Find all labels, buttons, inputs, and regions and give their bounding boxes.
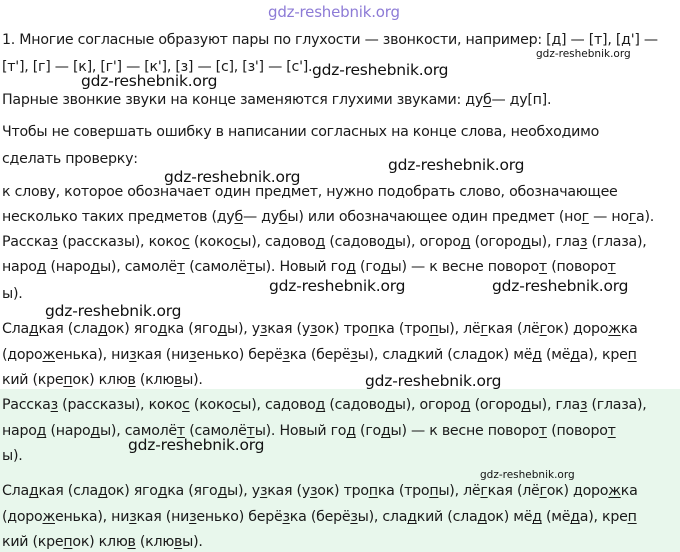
method-text: — но [588,209,629,225]
watermark-small: gdz-reshebnik.org [480,469,575,481]
pair-rule-text-end: — ду[п]. [491,92,552,108]
words-line-2: народ (народы), самолёт (самолёты). Новый год (годы) — к весне поворот (поворот [2,259,616,275]
method-text: — ду [242,209,279,225]
method-text: а). [636,209,654,225]
answer-line-5: (дороженька), низкая (низенько) берёзка (берёзы), сладкий (сладок) мёд (мёда), креп [2,509,637,525]
check-line-2: сделать проверку: [2,151,138,167]
method-line-2 [2,208,678,226]
watermark: gdz-reshebnik.org [164,168,301,186]
watermark-top: gdz-reshebnik.org [268,3,400,21]
watermark: gdz-reshebnik.org [45,302,182,320]
words-line-5: (дороженька), низкая (низенько) берёзка (берёзы), сладкий (сладок) мёд (мёда), креп [2,347,637,363]
words-line-3: ы). [2,286,23,302]
watermark: gdz-reshebnik.org [128,436,265,454]
underlined-letter: б [234,209,243,225]
watermark: gdz-reshebnik.org [312,61,449,79]
answer-line-1: Рассказ (рассказы), кокос (кокосы), садовод (садоводы), огород (огороды), глаз (глаза), [2,397,647,413]
underlined-letter: б [278,209,288,225]
intro-line-1: 1. Многие согласные образуют пары по глухости — звонкости, например: [д] — [т], [д'] — [2,32,658,48]
answer-line-3: ы). [2,448,23,464]
answer-line-2: народ (народы), самолёт (самолёты). Новый год (годы) — к весне поворот (поворот [2,423,616,439]
underlined-letter: г [628,209,636,225]
words-line-1: Рассказ (рассказы), кокос (кокосы), садовод (садоводы), огород (огороды), глаз (глаза), [2,234,647,250]
answer-line-4: Сладкая (сладок) ягодка (ягоды), узкая (узок) тропка (тропы), лёгкая (лёгок) дорожка [2,483,638,499]
watermark: gdz-reshebnik.org [269,277,406,295]
watermark: gdz-reshebnik.org [81,72,218,90]
watermark: gdz-reshebnik.org [388,156,525,174]
pair-rule-text: Парные звонкие звуки на конце заменяются глухими звуками: ду [2,92,483,108]
method-line-1: к слову, которое обозначает один предмет, нужно подобрать слово, обозначающее [2,184,618,200]
watermark-small: gdz-reshebnik.org [536,48,631,60]
words-line-6: кий (крепок) клюв (клювы). [2,372,203,388]
intro-line-2: [т'], [г] — [к], [г'] — [к'], [з] — [с], [з'] — [с']. [2,59,313,75]
pair-rule-line [2,91,678,109]
answer-line-6: кий (крепок) клюв (клювы). [2,534,203,550]
method-text: ы) или обозначающее один предмет (но [287,209,582,225]
method-text: несколько таких предметов (ду [2,209,235,225]
underlined-letter: б [482,92,492,108]
words-line-4: Сладкая (сладок) ягодка (ягоды), узкая (узок) тропка (тропы), лёгкая (лёгок) дорожка [2,321,638,337]
check-line-1: Чтобы не совершать ошибку в написании согласных на конце слова, необходимо [2,124,600,140]
watermark: gdz-reshebnik.org [492,277,629,295]
watermark: gdz-reshebnik.org [365,372,502,390]
underlined-letter: г [581,209,589,225]
